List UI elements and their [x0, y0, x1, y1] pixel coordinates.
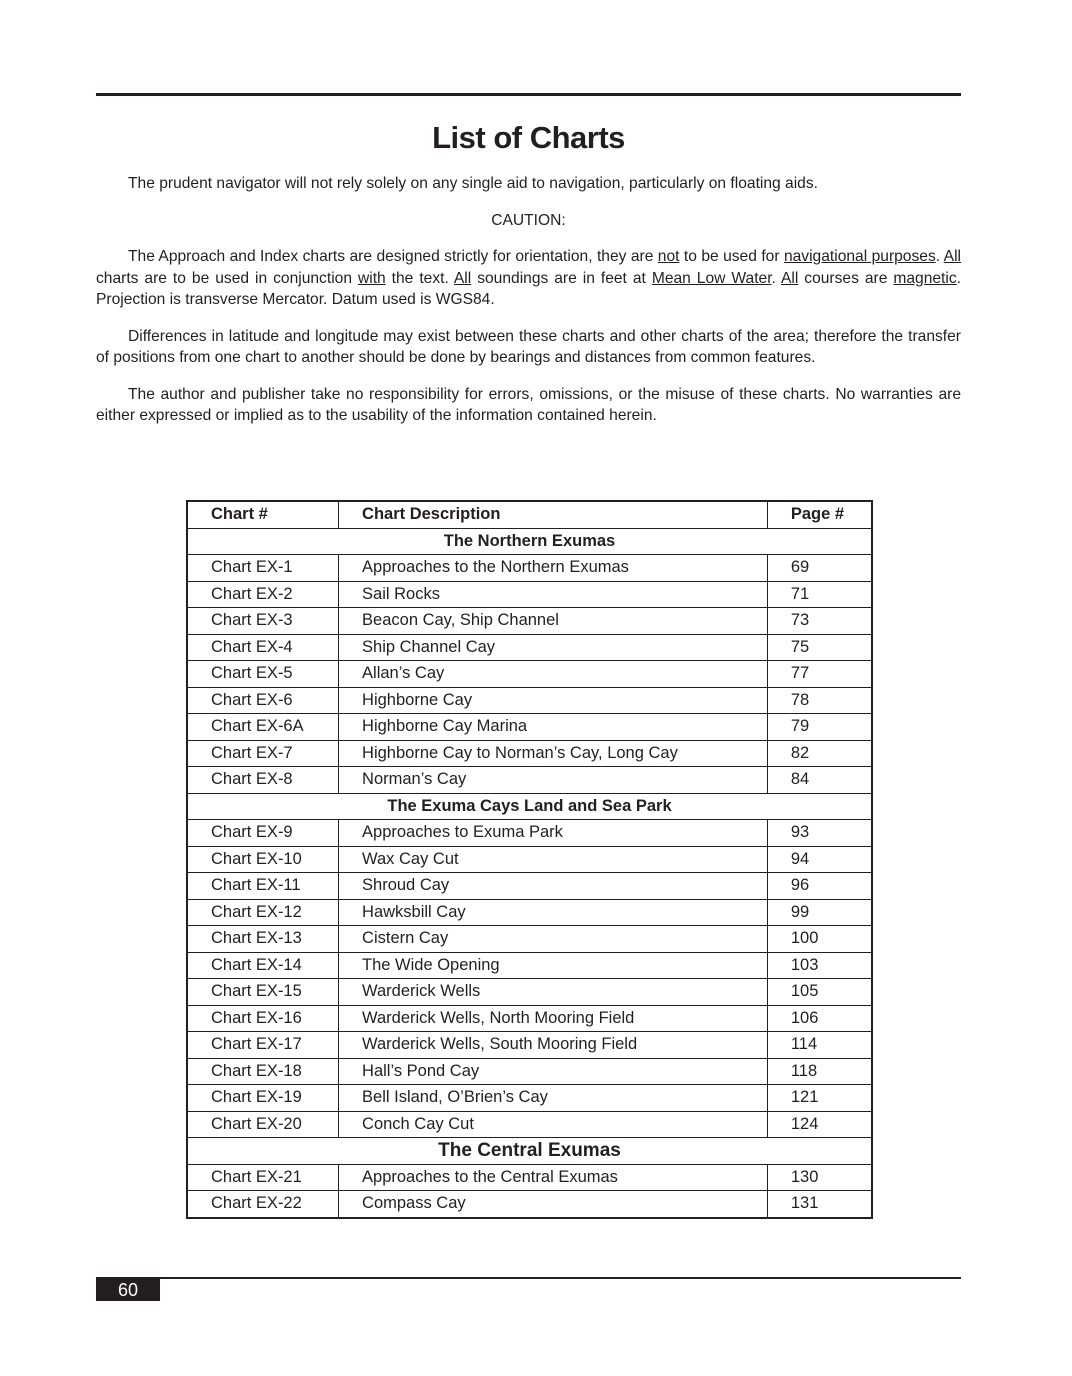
- chart-number-cell: Chart EX-4: [187, 634, 339, 661]
- page-number-cell: 100: [767, 926, 872, 953]
- page-number-cell: 131: [767, 1191, 872, 1218]
- page-number-cell: 79: [767, 714, 872, 741]
- page-number-cell: 118: [767, 1058, 872, 1085]
- chart-number-cell: Chart EX-22: [187, 1191, 339, 1218]
- chart-description-cell: Warderick Wells, South Mooring Field: [339, 1032, 768, 1059]
- table-row: [187, 873, 872, 900]
- text-run: .: [771, 269, 781, 287]
- chart-number-cell: Chart EX-11: [187, 873, 339, 900]
- chart-description-cell: Cistern Cay: [339, 926, 768, 953]
- page-number: 60: [96, 1279, 160, 1301]
- table-row: [187, 846, 872, 873]
- table-row: [187, 1085, 872, 1112]
- intro-paragraph-approach: [96, 246, 961, 311]
- table-row: [187, 687, 872, 714]
- table-row: [187, 1058, 872, 1085]
- chart-number-cell: Chart EX-19: [187, 1085, 339, 1112]
- chart-number-cell: Chart EX-6: [187, 687, 339, 714]
- chart-description-cell: Bell Island, O’Brien’s Cay: [339, 1085, 768, 1112]
- text-run: .: [935, 248, 944, 265]
- chart-number-cell: Chart EX-18: [187, 1058, 339, 1085]
- chart-description-cell: Shroud Cay: [339, 873, 768, 900]
- header-chart-number: Chart #: [187, 501, 339, 528]
- chart-number-cell: Chart EX-20: [187, 1111, 339, 1138]
- table-row: [187, 899, 872, 926]
- section-row: [187, 1138, 872, 1165]
- section-title: The Central Exumas: [187, 1138, 872, 1165]
- page-number-cell: 99: [767, 899, 872, 926]
- chart-number-cell: Chart EX-15: [187, 979, 339, 1006]
- page-number-cell: 121: [767, 1085, 872, 1112]
- page-number-cell: 71: [767, 581, 872, 608]
- intro-paragraph-disclaimer: The author and publisher take no responsibility for errors, omissions, or the misuse of these charts. No warranties are either expressed or implied as to the usability of the information contained herein.: [96, 385, 961, 424]
- chart-description-cell: Wax Cay Cut: [339, 846, 768, 873]
- underlined-text: magnetic: [893, 269, 957, 287]
- section-row: [187, 793, 872, 820]
- text-run: to be used for: [679, 248, 784, 265]
- table-row: [187, 555, 872, 582]
- section-title: The Exuma Cays Land and Sea Park: [187, 793, 872, 820]
- chart-number-cell: Chart EX-6A: [187, 714, 339, 741]
- chart-number-cell: Chart EX-2: [187, 581, 339, 608]
- chart-description-cell: Ship Channel Cay: [339, 634, 768, 661]
- table-row: [187, 979, 872, 1006]
- page-number-cell: 103: [767, 952, 872, 979]
- chart-description-cell: Allan’s Cay: [339, 661, 768, 688]
- charts-table: [186, 500, 873, 1219]
- table-row: [187, 714, 872, 741]
- chart-number-cell: Chart EX-8: [187, 767, 339, 794]
- chart-number-cell: Chart EX-10: [187, 846, 339, 873]
- chart-number-cell: Chart EX-1: [187, 555, 339, 582]
- chart-number-cell: Chart EX-5: [187, 661, 339, 688]
- bottom-rule: [96, 1277, 961, 1279]
- page-number-cell: 69: [767, 555, 872, 582]
- table-row: [187, 1111, 872, 1138]
- underlined-text: with: [357, 269, 386, 287]
- chart-number-cell: Chart EX-12: [187, 899, 339, 926]
- table-row: [187, 952, 872, 979]
- page-number-cell: 106: [767, 1005, 872, 1032]
- text-run: The Approach and Index charts are designed strictly for orientation, they are: [128, 248, 658, 265]
- page-number-cell: 84: [767, 767, 872, 794]
- chart-description-cell: Approaches to the Northern Exumas: [339, 555, 768, 582]
- chart-number-cell: Chart EX-21: [187, 1164, 339, 1191]
- text-run: . Projection is transverse Mercator. Datum used is WGS84.: [96, 269, 961, 308]
- caution-heading: CAUTION:: [491, 211, 566, 229]
- chart-description-cell: Beacon Cay, Ship Channel: [339, 608, 768, 635]
- table-row: [187, 820, 872, 847]
- top-rule: [96, 93, 961, 96]
- table-row: [187, 926, 872, 953]
- table-row: [187, 581, 872, 608]
- chart-description-cell: Highborne Cay: [339, 687, 768, 714]
- chart-number-cell: Chart EX-9: [187, 820, 339, 847]
- section-title: The Northern Exumas: [187, 528, 872, 555]
- chart-number-cell: Chart EX-3: [187, 608, 339, 635]
- chart-description-cell: Highborne Cay to Norman’s Cay, Long Cay: [339, 740, 768, 767]
- underlined-text: navigational purposes: [783, 248, 936, 265]
- underlined-text: Mean Low Water: [651, 269, 772, 287]
- chart-number-cell: Chart EX-7: [187, 740, 339, 767]
- table-row: [187, 634, 872, 661]
- intro-paragraph-differences: Differences in latitude and longitude may exist between these charts and other charts of the area; therefore the transfer of positions from one chart to another should be done by bearings and distances from common features.: [96, 327, 961, 366]
- table-row: [187, 1191, 872, 1218]
- chart-description-cell: Norman’s Cay: [339, 767, 768, 794]
- chart-description-cell: The Wide Opening: [339, 952, 768, 979]
- chart-number-cell: Chart EX-13: [187, 926, 339, 953]
- underlined-text: not: [657, 248, 680, 265]
- text-run: soundings are in feet at: [471, 269, 652, 287]
- chart-description-cell: Approaches to Exuma Park: [339, 820, 768, 847]
- page-number-cell: 75: [767, 634, 872, 661]
- page-number-cell: 96: [767, 873, 872, 900]
- chart-description-cell: Conch Cay Cut: [339, 1111, 768, 1138]
- chart-description-cell: Warderick Wells: [339, 979, 768, 1006]
- underlined-text: All: [943, 248, 962, 265]
- page-number-cell: 130: [767, 1164, 872, 1191]
- chart-description-cell: Highborne Cay Marina: [339, 714, 768, 741]
- section-row: [187, 528, 872, 555]
- chart-number-cell: Chart EX-16: [187, 1005, 339, 1032]
- charts-table-body: [187, 528, 872, 1218]
- page-number-cell: 105: [767, 979, 872, 1006]
- table-header-row: [187, 501, 872, 528]
- chart-description-cell: Warderick Wells, North Mooring Field: [339, 1005, 768, 1032]
- chart-description-cell: Hawksbill Cay: [339, 899, 768, 926]
- table-row: [187, 1164, 872, 1191]
- underlined-text: All: [780, 269, 799, 287]
- page-number-cell: 94: [767, 846, 872, 873]
- table-row: [187, 608, 872, 635]
- intro-paragraph-prudent: The prudent navigator will not rely solely on any single aid to navigation, particularly on floating aids.: [128, 175, 818, 192]
- page-number-cell: 93: [767, 820, 872, 847]
- chart-description-cell: Approaches to the Central Exumas: [339, 1164, 768, 1191]
- header-page-number: Page #: [767, 501, 872, 528]
- chart-number-cell: Chart EX-14: [187, 952, 339, 979]
- table-row: [187, 1005, 872, 1032]
- text-run: charts are to be used in conjunction: [96, 269, 358, 287]
- text-run: the text.: [385, 269, 454, 287]
- chart-description-cell: Sail Rocks: [339, 581, 768, 608]
- table-row: [187, 740, 872, 767]
- chart-description-cell: Hall’s Pond Cay: [339, 1058, 768, 1085]
- page-number-cell: 114: [767, 1032, 872, 1059]
- table-row: [187, 767, 872, 794]
- chart-number-cell: Chart EX-17: [187, 1032, 339, 1059]
- page-number-cell: 73: [767, 608, 872, 635]
- table-row: [187, 661, 872, 688]
- page-title: List of Charts: [432, 120, 625, 155]
- text-run: courses are: [798, 269, 894, 287]
- page-number-cell: 124: [767, 1111, 872, 1138]
- table-row: [187, 1032, 872, 1059]
- page-number-cell: 82: [767, 740, 872, 767]
- underlined-text: All: [453, 269, 472, 287]
- page-number-cell: 77: [767, 661, 872, 688]
- header-chart-description: Chart Description: [339, 501, 768, 528]
- chart-description-cell: Compass Cay: [339, 1191, 768, 1218]
- page-number-cell: 78: [767, 687, 872, 714]
- intro-text: [96, 173, 961, 442]
